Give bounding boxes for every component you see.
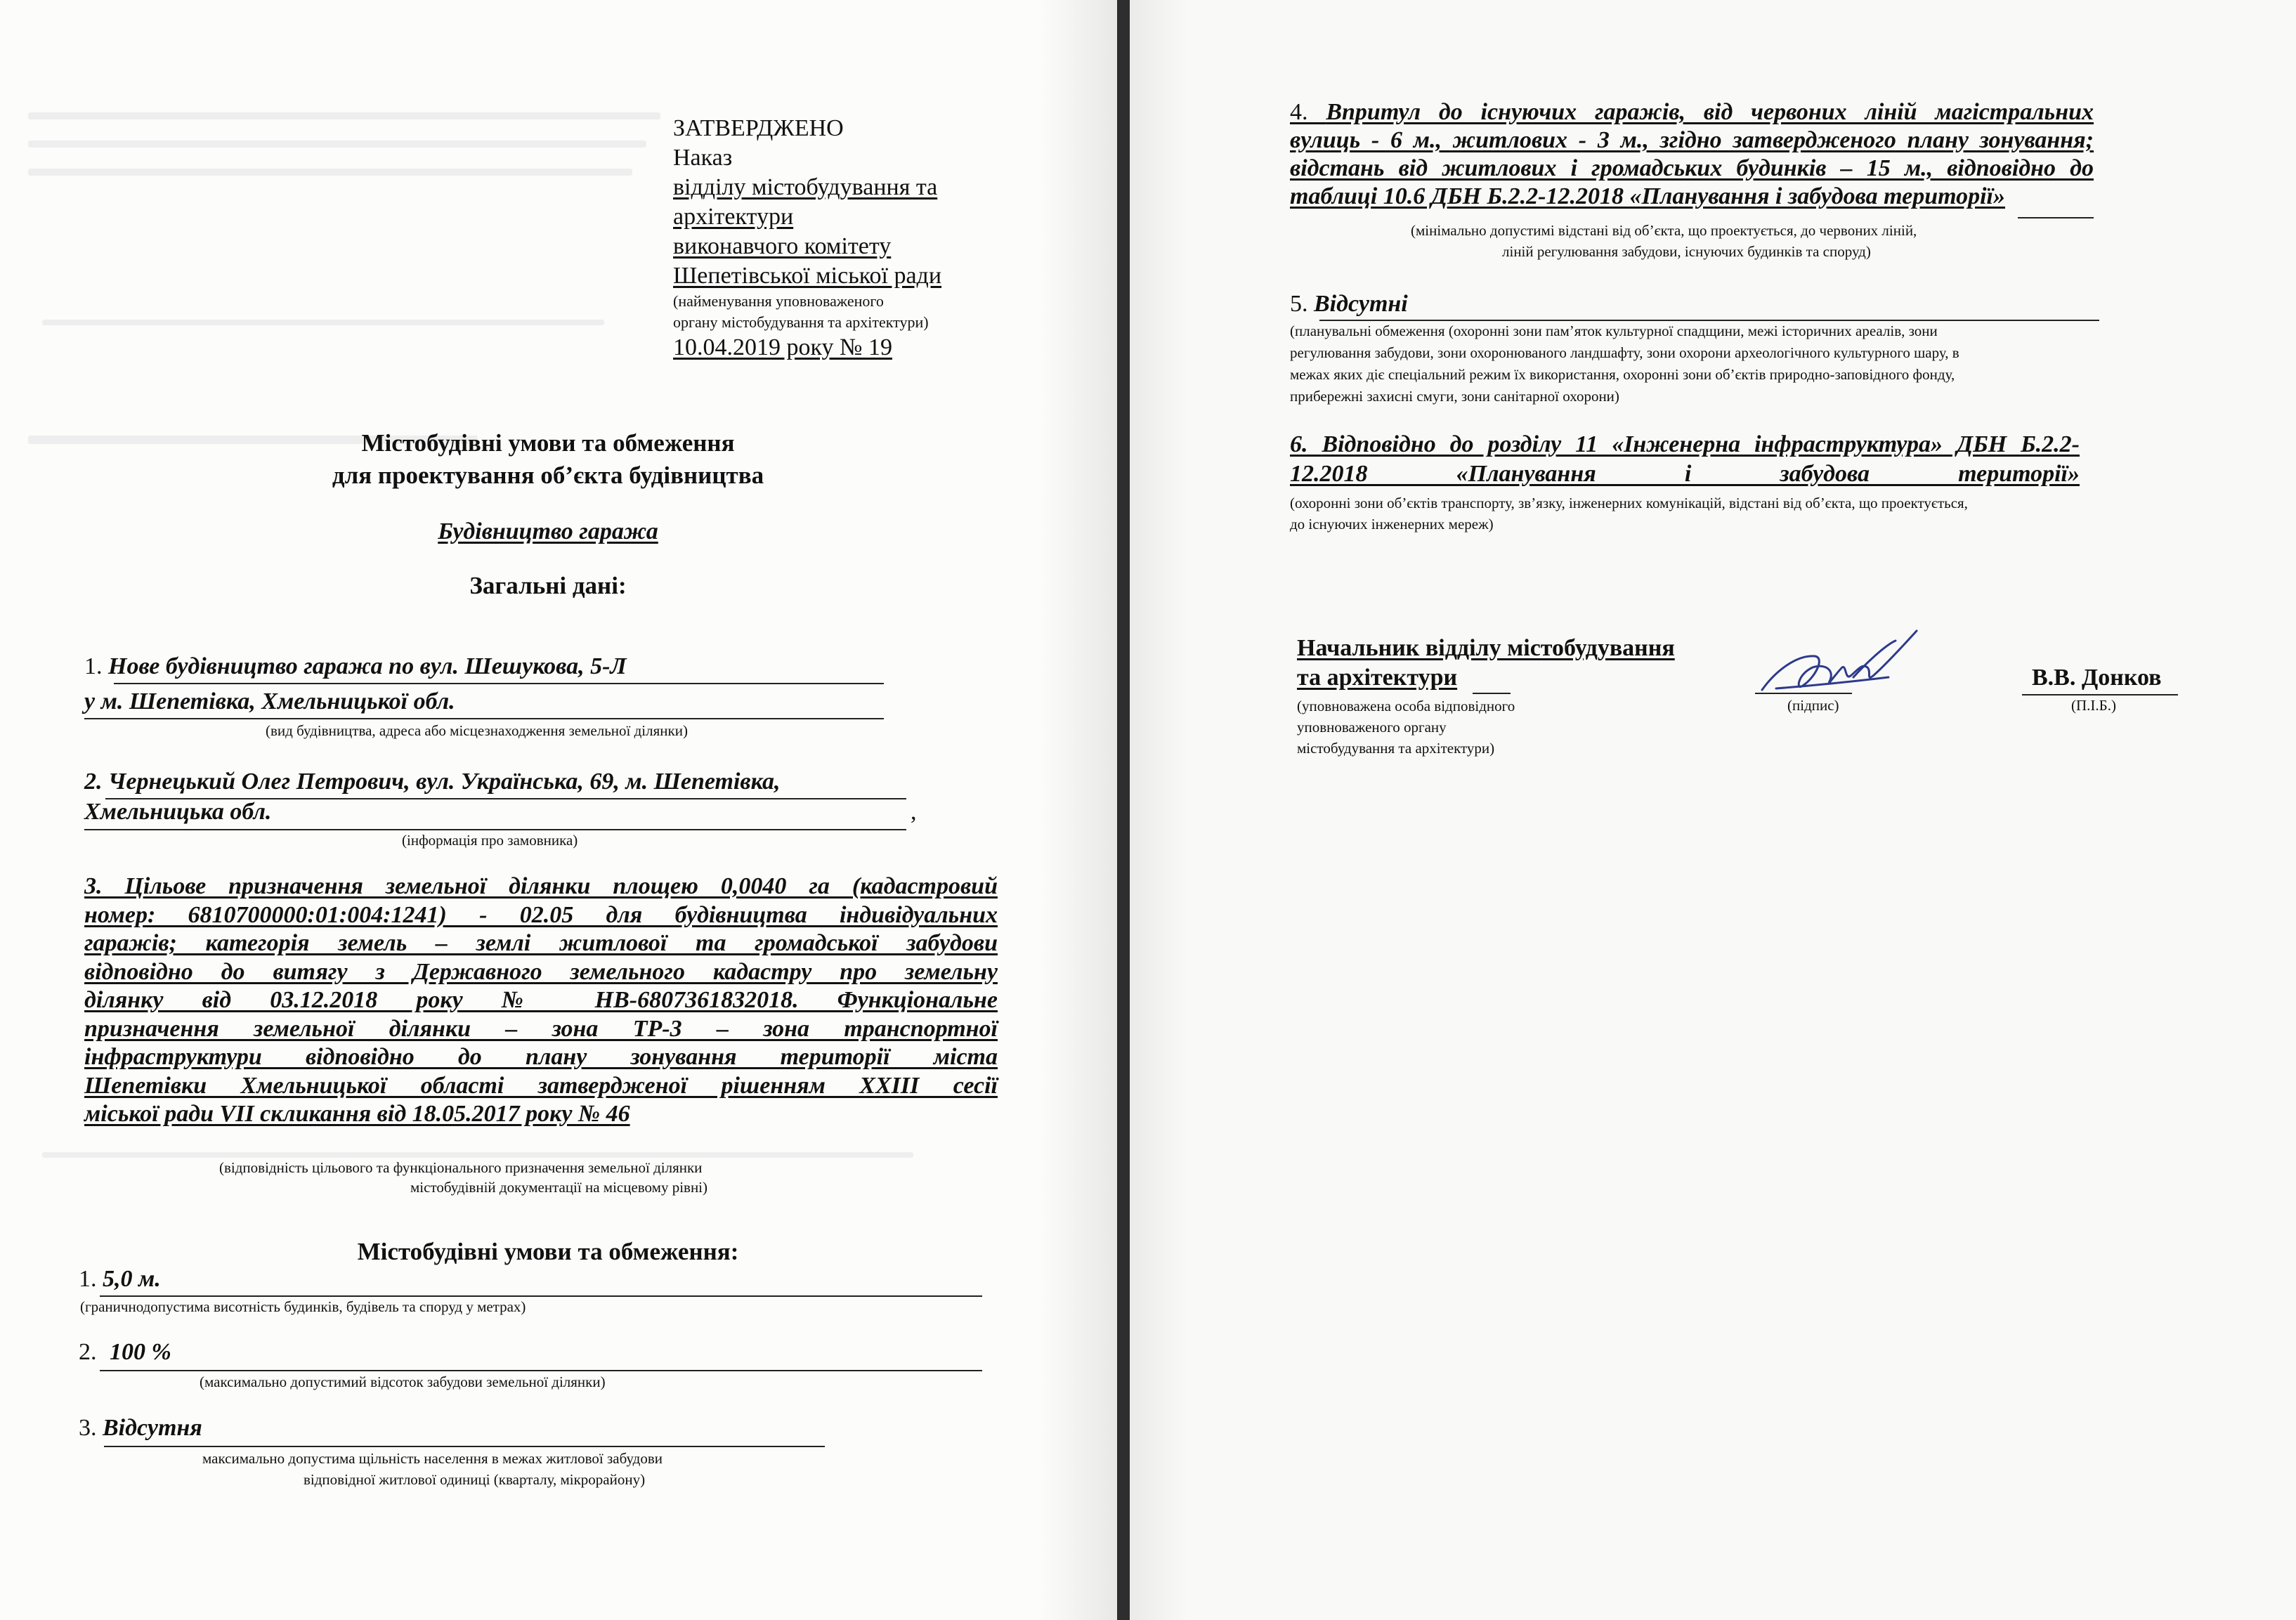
heading-line-2: для проектування об’єкта будівництва bbox=[332, 462, 764, 489]
condition-1 bbox=[79, 1265, 161, 1294]
signatory-title bbox=[1297, 634, 1675, 693]
approval-block bbox=[673, 114, 941, 362]
paragraph-line: 12.2018 «Планування і забудова території» bbox=[1290, 461, 2080, 487]
field-caption: регулювання забудови, зони охоронюваного ландшафту, зони охорони археологічного культурного шару, в bbox=[1290, 344, 1959, 361]
item-number: 2. bbox=[84, 769, 103, 795]
item-number: 3. bbox=[79, 1415, 97, 1441]
item-value: Хмельницька обл. bbox=[84, 799, 272, 825]
condition-4 bbox=[1290, 98, 2094, 211]
underline bbox=[100, 1370, 982, 1371]
bleed-through bbox=[28, 112, 660, 119]
page-gap bbox=[1117, 0, 1130, 1620]
signatory-title-line: Начальник відділу містобудування bbox=[1297, 635, 1675, 661]
general-item-2 bbox=[84, 767, 781, 797]
field-caption: до існуючих інженерних мереж) bbox=[1290, 516, 1494, 533]
item-number: 1. bbox=[79, 1266, 97, 1292]
field-caption: уповноваженого органу bbox=[1297, 719, 1447, 736]
field-caption: відповідної житлової одиниці (кварталу, мікрорайону) bbox=[304, 1471, 646, 1488]
paragraph-line: інфраструктури відповідно до плану зонування території міста bbox=[84, 1044, 998, 1070]
paragraph-line: відстань від житлових і громадських будинків – 15 м., відповідно до bbox=[1290, 155, 2094, 181]
item-value: Відсутні bbox=[1314, 291, 1408, 317]
approval-title: ЗАТВЕРДЖЕНО bbox=[673, 115, 844, 141]
field-caption: максимально допустима щільність населення в межах житлової забудови bbox=[202, 1450, 663, 1467]
conditions-heading: Містобудівні умови та обмеження: bbox=[357, 1238, 739, 1265]
underline bbox=[1473, 693, 1511, 694]
signature-caption-left bbox=[1297, 695, 1515, 759]
field-caption-block bbox=[1290, 320, 1959, 407]
item-number: 2. bbox=[79, 1339, 97, 1365]
field-caption: (відповідність цільового та функціонального призначення земельної ділянки bbox=[219, 1159, 703, 1176]
item-value: Відсутня bbox=[103, 1415, 202, 1441]
signature-caption: (підпис) bbox=[1787, 697, 1839, 714]
item-value: 5,0 м. bbox=[103, 1266, 161, 1292]
bleed-through bbox=[42, 320, 604, 325]
handwritten-signature bbox=[1748, 621, 1945, 705]
heading-line-1: Містобудівні умови та обмеження bbox=[361, 429, 735, 457]
underline bbox=[104, 1446, 825, 1447]
general-item-1 bbox=[84, 652, 627, 681]
line-end: , bbox=[911, 799, 917, 825]
paragraph-line: 4. Впритул до існуючих гаражів, від червоних ліній магістральних bbox=[1290, 99, 2094, 125]
field-caption: містобудування та архітектури) bbox=[1297, 740, 1495, 757]
approval-line: Наказ bbox=[673, 145, 733, 171]
item-value: 100 % bbox=[110, 1339, 171, 1365]
signatory-name: В.В. Донков bbox=[2032, 665, 2162, 691]
approval-line: Шепетівської міської ради bbox=[673, 263, 942, 289]
general-item-3 bbox=[84, 873, 998, 1129]
approval-note: органу містобудування та архітектури) bbox=[673, 313, 929, 331]
general-data-heading: Загальні дані: bbox=[469, 572, 627, 599]
condition-3 bbox=[79, 1413, 202, 1443]
underline bbox=[114, 683, 884, 684]
field-caption: містобудівній документації на місцевому рівні) bbox=[410, 1179, 708, 1196]
approval-line: виконавчого комітету bbox=[673, 233, 892, 259]
item-value: у м. Шепетівка, Хмельницької обл. bbox=[84, 688, 455, 714]
condition-2 bbox=[79, 1338, 171, 1367]
underline bbox=[2018, 217, 2094, 218]
field-caption: (охоронні зони об’єктів транспорту, зв’язку, інженерних комунікацій, відстані від об’єкта, що проектується, bbox=[1290, 495, 1968, 511]
paragraph-line: таблиці 10.6 ДБН Б.2.2-12.2018 «Планування і забудова території» bbox=[1290, 183, 2005, 209]
underline bbox=[84, 718, 884, 719]
bleed-through bbox=[28, 141, 646, 148]
paragraph-line: 3. Цільове призначення земельної ділянки площею 0,0040 га (кадастровий bbox=[84, 873, 998, 899]
field-caption: (уповноважена особа відповідного bbox=[1297, 698, 1515, 714]
paragraph-line: міської ради VІІ скликання від 18.05.2017 року № 46 bbox=[84, 1101, 630, 1127]
bleed-through bbox=[42, 1152, 913, 1158]
field-caption: (максимально допустимий відсоток забудови земельної ділянки) bbox=[200, 1373, 606, 1390]
signatory-title-line: та архітектури bbox=[1297, 665, 1458, 691]
paragraph-line: вулиць - 6 м., житлових - 3 м., згідно затвердженого плану зонування; bbox=[1290, 127, 2094, 153]
approval-date: 10.04.2019 року № 19 bbox=[673, 334, 892, 360]
approval-line: відділу містобудування та bbox=[673, 174, 938, 200]
item-number: 1. bbox=[84, 653, 103, 679]
field-caption: (мінімально допустимі відстані від об’єкта, що проектується, до червоних ліній, bbox=[1411, 222, 1917, 239]
paragraph-line: гаражів; категорія земель – землі житлової та громадської забудови bbox=[84, 930, 998, 956]
paragraph-line: номер: 6810700000:01:004:1241) - 02.05 для будівництва індивідуальних bbox=[84, 901, 998, 928]
name-caption: (П.І.Б.) bbox=[2071, 697, 2116, 714]
condition-6 bbox=[1290, 430, 2080, 489]
paragraph-line: Шепетівки Хмельницької області затвердженої рішенням ХХІІІ сесії bbox=[84, 1072, 998, 1099]
document-heading bbox=[0, 427, 1096, 492]
field-caption: (планувальні обмеження (охоронні зони пам’яток культурної спадщини, межі історичних ареалів, зони bbox=[1290, 322, 1938, 339]
paragraph-line: призначення земельної ділянки – зона ТР-3 – зона транспортної bbox=[84, 1015, 998, 1042]
paragraph-line: 6. Відповідно до розділу 11 «Інженерна інфраструктура» ДБН Б.2.2- bbox=[1290, 431, 2080, 457]
item-number: 5. bbox=[1290, 291, 1308, 317]
field-caption: (граничнодопустима висотність будинків, будівель та споруд у метрах) bbox=[80, 1298, 526, 1315]
approval-note: (найменування уповноваженого bbox=[673, 292, 884, 310]
field-caption: (вид будівництва, адреса або місцезнаходження земельної ділянки) bbox=[266, 722, 688, 739]
item-value: Нове будівництво гаража по вул. Шешукова, 5-Л bbox=[108, 653, 627, 679]
condition-5 bbox=[1290, 289, 1408, 319]
paragraph-line: ділянку від 03.12.2018 року № НВ-6807361832018. Функціональне bbox=[84, 987, 998, 1013]
document-page-right bbox=[1130, 0, 2296, 1620]
construction-subject: Будівництво гаража bbox=[438, 518, 658, 544]
item-value: Чернецький Олег Петрович, вул. Українська, 69, м. Шепетівка, bbox=[108, 769, 781, 795]
paragraph-line: відповідно до витягу з Державного земельного кадастру про земельну bbox=[84, 958, 998, 985]
field-caption: прибережні захисні смуги, зони санітарної охорони) bbox=[1290, 388, 1619, 405]
bleed-through bbox=[28, 169, 632, 176]
field-caption: ліній регулювання забудови, існуючих будинків та споруд) bbox=[1502, 243, 1871, 260]
approval-line: архітектури bbox=[673, 204, 794, 230]
document-page-left bbox=[0, 0, 1117, 1620]
field-caption: межах яких діє спеціальний режим їх використання, охоронні зони об’єктів природно-заповідного фонду, bbox=[1290, 366, 1955, 383]
field-caption: (інформація про замовника) bbox=[402, 832, 578, 849]
